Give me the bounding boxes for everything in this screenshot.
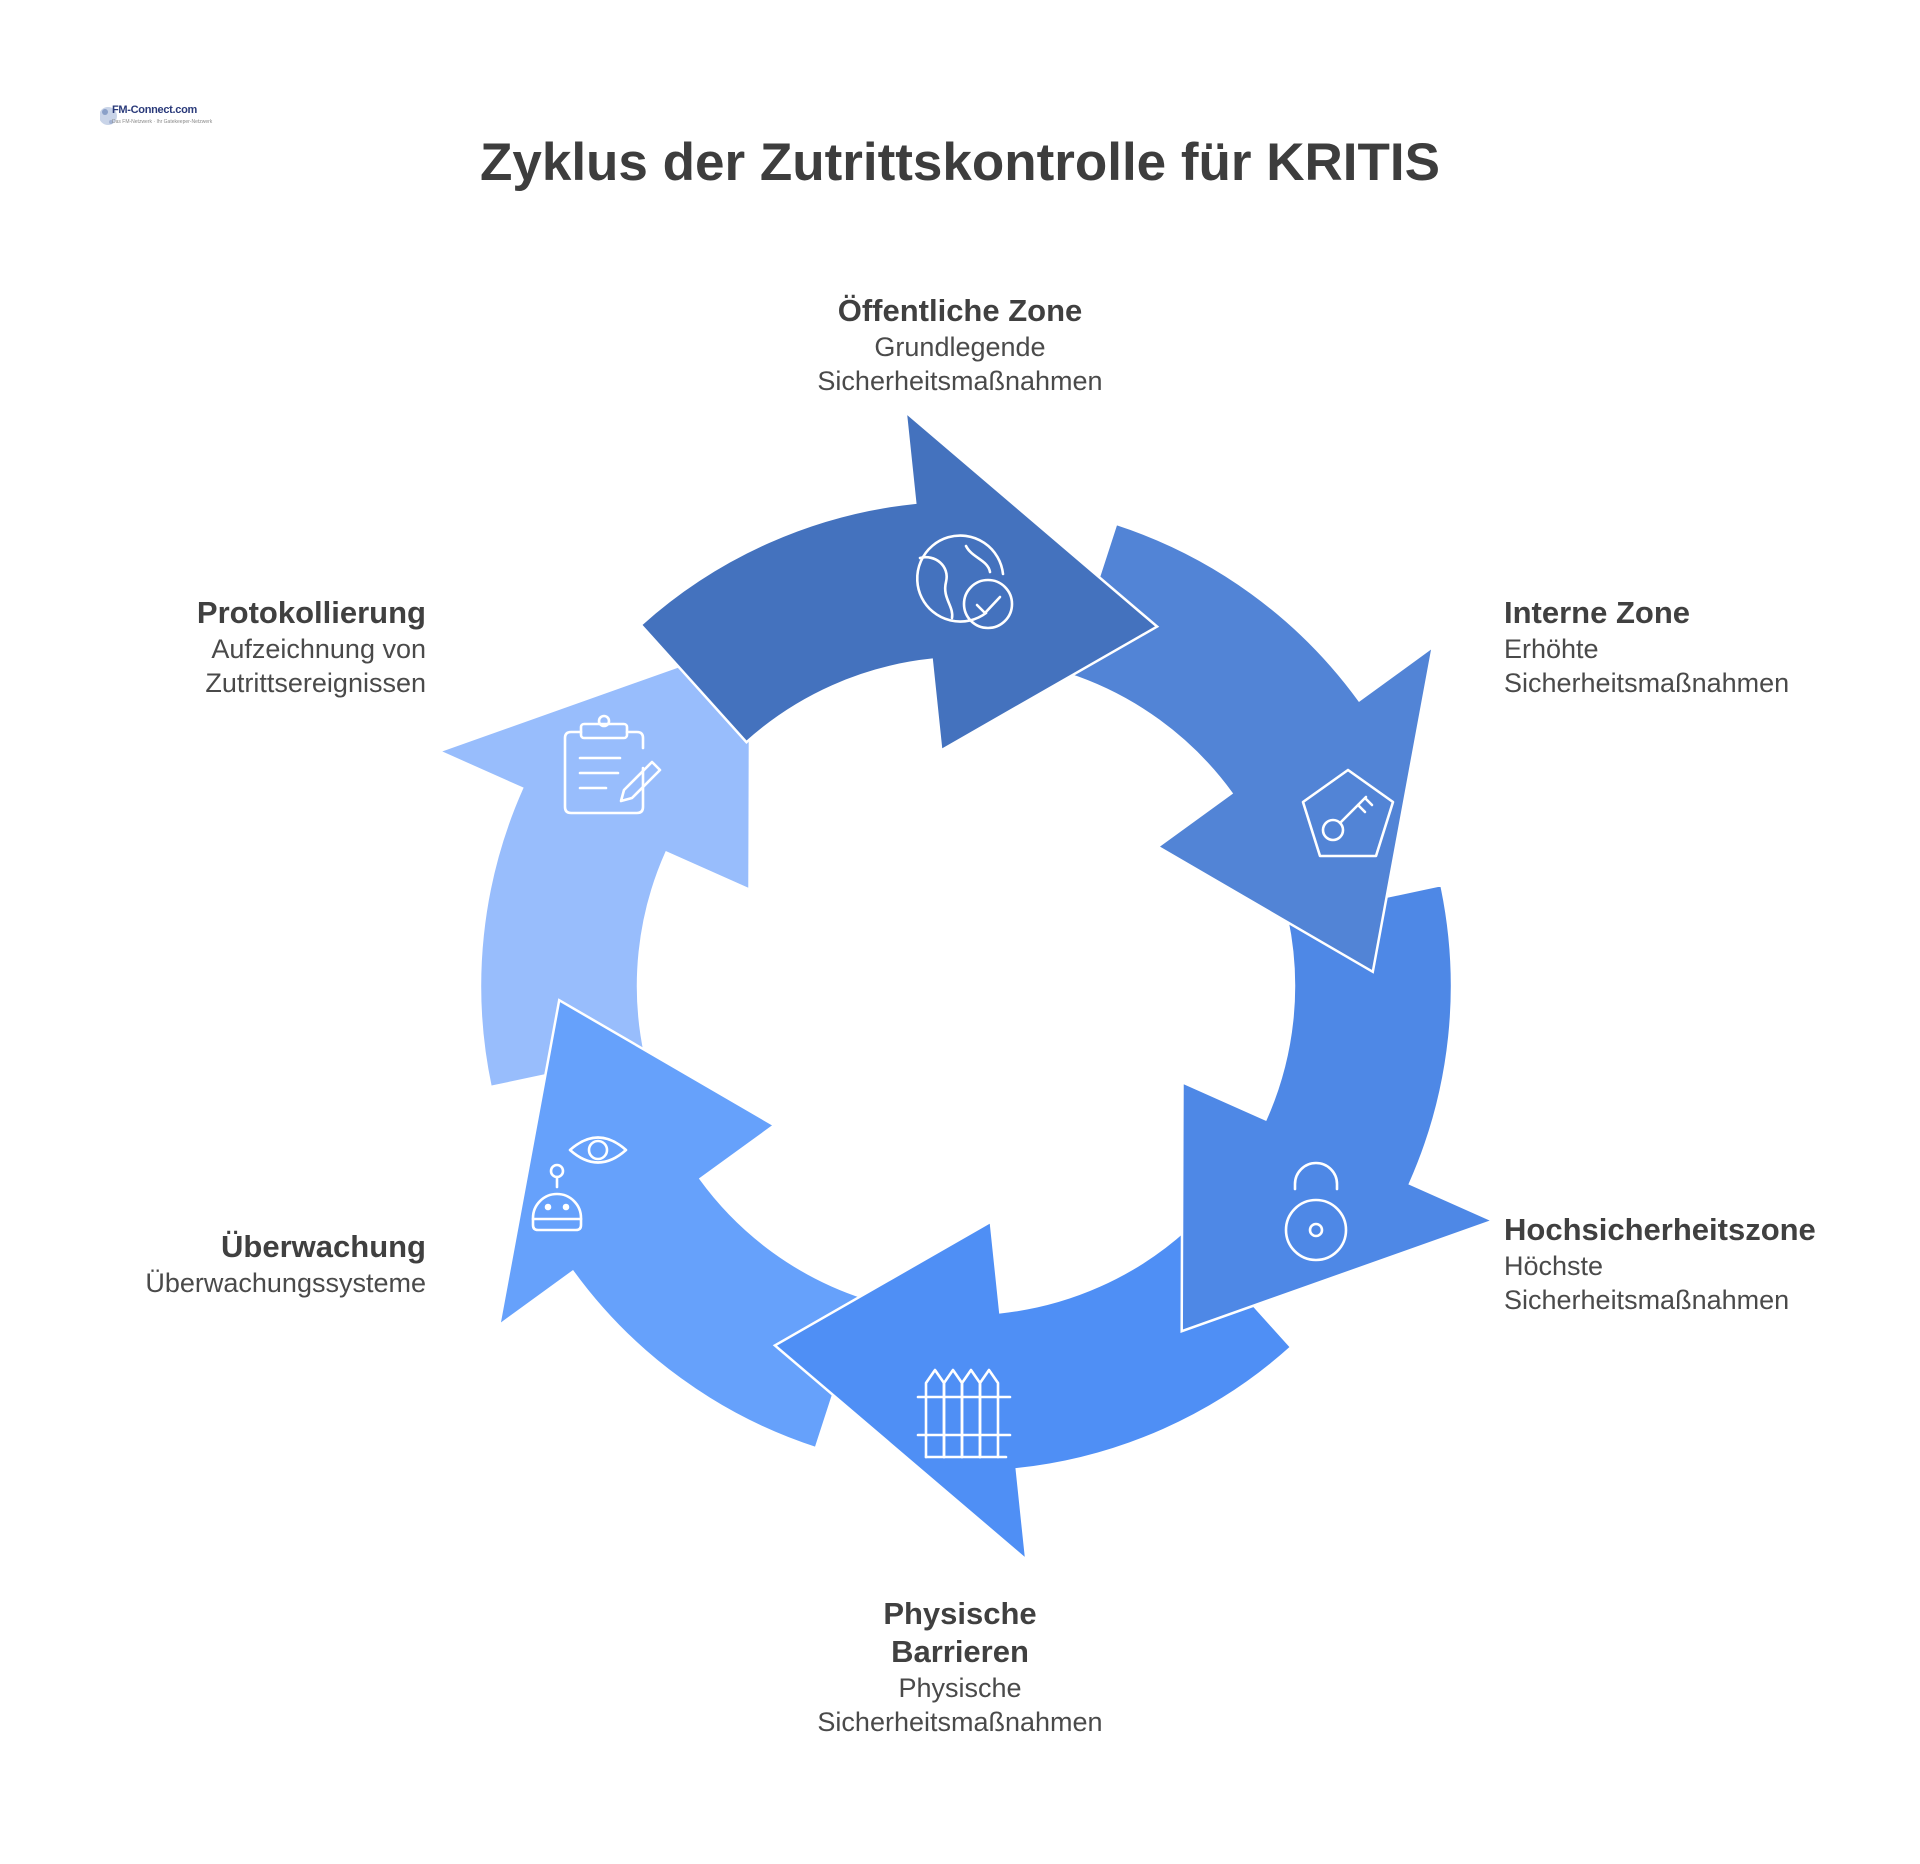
stage-label-ueberwachung <box>26 1228 426 1300</box>
stage-label-physische-barrieren <box>760 1595 1160 1739</box>
stage-heading: Hochsicherheitszone <box>1504 1212 1816 1247</box>
logo-text: FM-Connect.com <box>112 104 198 116</box>
stage-description-line: Sicherheitsmaßnahmen <box>1504 668 1790 698</box>
stage-heading-line: Physische <box>883 1596 1037 1631</box>
stage-heading: Protokollierung <box>196 595 426 630</box>
segment-oeffentliche-zone <box>641 412 1157 750</box>
stage-description-line: Überwachungssysteme <box>145 1268 426 1298</box>
stage-description-line: Grundlegende <box>874 332 1046 362</box>
stage-description-line: Erhöhte <box>1504 634 1599 664</box>
segment-interne-zone <box>1067 524 1432 972</box>
stage-label-hochsicherheitszone <box>1504 1211 1904 1317</box>
stage-description-line: Physische <box>898 1673 1022 1703</box>
stage-heading: Öffentliche Zone <box>837 293 1083 328</box>
stage-label-interne-zone <box>1504 594 1904 700</box>
stage-description-line: Höchste <box>1504 1251 1604 1281</box>
stage-heading: Interne Zone <box>1504 595 1691 630</box>
logo-subtext: Das FM-Netzwerk · Ihr Gatekeeper-Netzwerk <box>112 119 213 125</box>
stage-description-line: Zutrittsereignissen <box>205 668 426 698</box>
stage-description-line: Sicherheitsmaßnahmen <box>817 366 1103 396</box>
stage-description-line: Aufzeichnung von <box>211 634 426 664</box>
segment-ueberwachung <box>499 1000 864 1448</box>
stage-label-protokollierung <box>26 594 426 700</box>
diagram-title: Zyklus der Zutrittskontrolle für KRITIS <box>480 133 1440 192</box>
stage-description-line: Sicherheitsmaßnahmen <box>817 1707 1103 1737</box>
stage-heading-line: Barrieren <box>891 1634 1029 1669</box>
stage-description-line: Sicherheitsmaßnahmen <box>1504 1285 1790 1315</box>
stage-label-oeffentliche-zone <box>760 292 1160 398</box>
stage-heading: Überwachung <box>221 1229 426 1264</box>
